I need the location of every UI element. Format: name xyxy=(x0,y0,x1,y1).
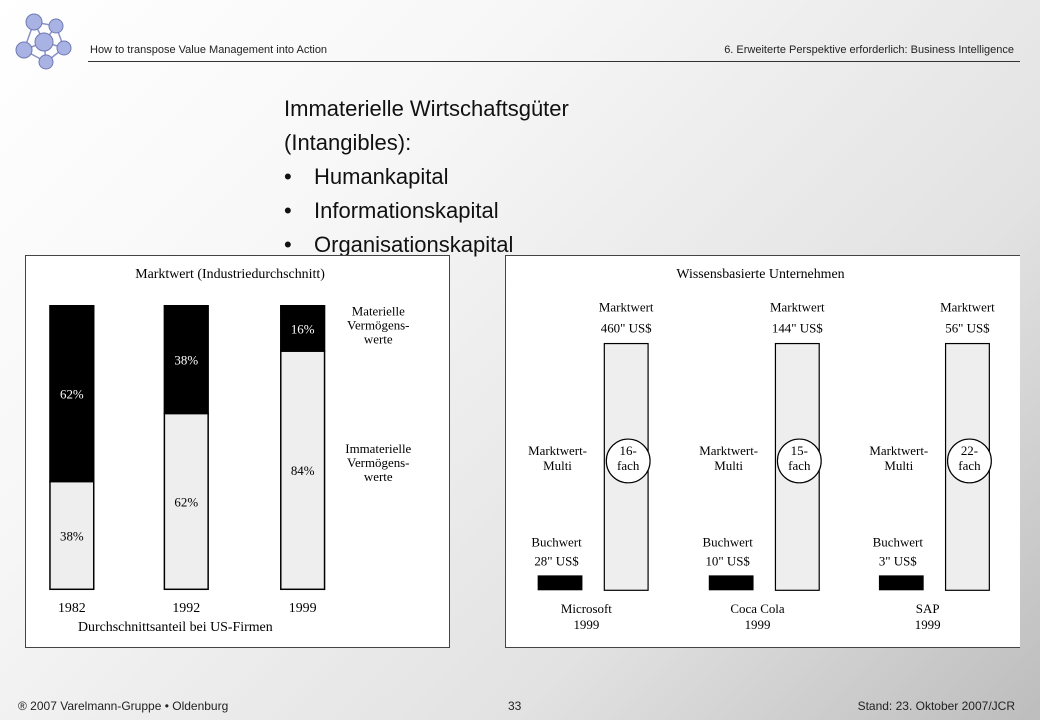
legend-immaterielle xyxy=(345,441,411,484)
buchwert-label: Buchwert xyxy=(872,534,923,550)
multiple-value-line-1: 22- xyxy=(960,442,979,458)
buchwert-label: Buchwert xyxy=(531,534,582,550)
multiple-label-line-2: Multi xyxy=(714,457,744,473)
industry-average-chart xyxy=(25,255,450,648)
label-immaterielle-1982: 38% xyxy=(60,528,84,544)
multiple-label-line-2: Multi xyxy=(884,457,914,473)
marktwert-value: 144" US$ xyxy=(771,320,823,336)
legend-materielle-line-2: Vermögens- xyxy=(347,317,410,333)
headline-line-2: (Intangibles): xyxy=(284,130,412,155)
page-number: 33 xyxy=(508,699,522,713)
legend-materielle-line-1: Materielle xyxy=(351,303,405,319)
multiple-label-line-1: Marktwert- xyxy=(869,442,929,458)
buchwert-value: 10" US$ xyxy=(705,553,750,569)
company-year: 1999 xyxy=(914,617,941,633)
tick-year-1982: 1982 xyxy=(57,601,86,617)
right-chart-title: Wissensbasierte Unternehmen xyxy=(676,266,845,282)
multiple-label-line-1: Marktwert- xyxy=(528,442,587,458)
left-chart-xlabel: Durchschnittsanteil bei US-Firmen xyxy=(77,620,273,636)
section-title: 6. Erweiterte Perspektive erforderlich: Business Intelligence xyxy=(724,44,1014,56)
buchwert-bar xyxy=(879,575,924,590)
multiple-label-line-2: Multi xyxy=(543,457,572,473)
label-materielle-1982: 62% xyxy=(60,386,84,402)
company-logo xyxy=(8,10,78,72)
header-divider xyxy=(88,61,1020,62)
legend-immaterielle-line-3: werte xyxy=(363,468,393,484)
bullet-humankapital: • Humankapital xyxy=(284,160,569,194)
label-materielle-1999: 16% xyxy=(290,321,315,337)
left-chart-title: Marktwert (Industriedurchschnitt) xyxy=(135,266,325,282)
label-immaterielle-1992: 62% xyxy=(174,494,199,510)
multiple-value-line-1: 15- xyxy=(790,442,808,458)
buchwert-bar xyxy=(709,575,754,590)
buchwert-label: Buchwert xyxy=(702,534,753,550)
company-name: Microsoft xyxy=(560,601,612,617)
tick-year-1999: 1999 xyxy=(288,601,317,617)
marktwert-label: Marktwert xyxy=(598,299,654,315)
tick-year-1992: 1992 xyxy=(172,601,201,617)
bullet-organisationskapital: • Organisationskapital xyxy=(284,228,569,262)
buchwert-bar xyxy=(538,575,583,590)
multiple-label-line-1: Marktwert- xyxy=(699,442,759,458)
logo-network-nodes xyxy=(16,14,71,69)
label-materielle-1992: 38% xyxy=(174,352,199,368)
company-name: Coca Cola xyxy=(730,601,785,617)
footer-copyright: ® 2007 Varelmann-Gruppe • Oldenburg xyxy=(18,699,229,713)
presentation-title: How to transpose Value Management into Action xyxy=(90,44,328,56)
marktwert-value: 56" US$ xyxy=(945,320,990,336)
knowledge-companies-chart xyxy=(505,255,1020,648)
legend-materielle-line-3: werte xyxy=(363,331,393,347)
marktwert-label: Marktwert xyxy=(770,299,825,315)
company-group-microsoft xyxy=(528,300,654,632)
label-immaterielle-1999: 84% xyxy=(290,463,315,479)
company-group-coca-cola xyxy=(699,300,825,632)
marktwert-value: 460" US$ xyxy=(600,320,652,336)
bullet-informationskapital: • Informationskapital xyxy=(284,194,569,228)
company-year: 1999 xyxy=(573,617,600,633)
slide-headline xyxy=(284,92,569,262)
buchwert-value: 3" US$ xyxy=(878,553,917,569)
intangibles-list xyxy=(284,160,569,262)
legend-immaterielle-line-1: Immaterielle xyxy=(345,440,412,456)
legend-materielle xyxy=(347,304,409,347)
footer-date: Stand: 23. Oktober 2007/JCR xyxy=(857,699,1015,713)
company-name: SAP xyxy=(915,601,940,617)
marktwert-label: Marktwert xyxy=(940,299,995,315)
multiple-value-line-2: fach xyxy=(617,457,640,473)
buchwert-value: 28" US$ xyxy=(534,553,579,569)
multiple-value-line-2: fach xyxy=(788,457,811,473)
headline-line-1: Immaterielle Wirtschaftsgüter xyxy=(284,96,569,121)
multiple-value-line-1: 16- xyxy=(619,442,637,458)
multiple-value-line-2: fach xyxy=(958,457,981,473)
company-year: 1999 xyxy=(744,617,771,633)
legend-immaterielle-line-2: Vermögens- xyxy=(347,454,410,470)
company-group-sap xyxy=(869,300,995,632)
